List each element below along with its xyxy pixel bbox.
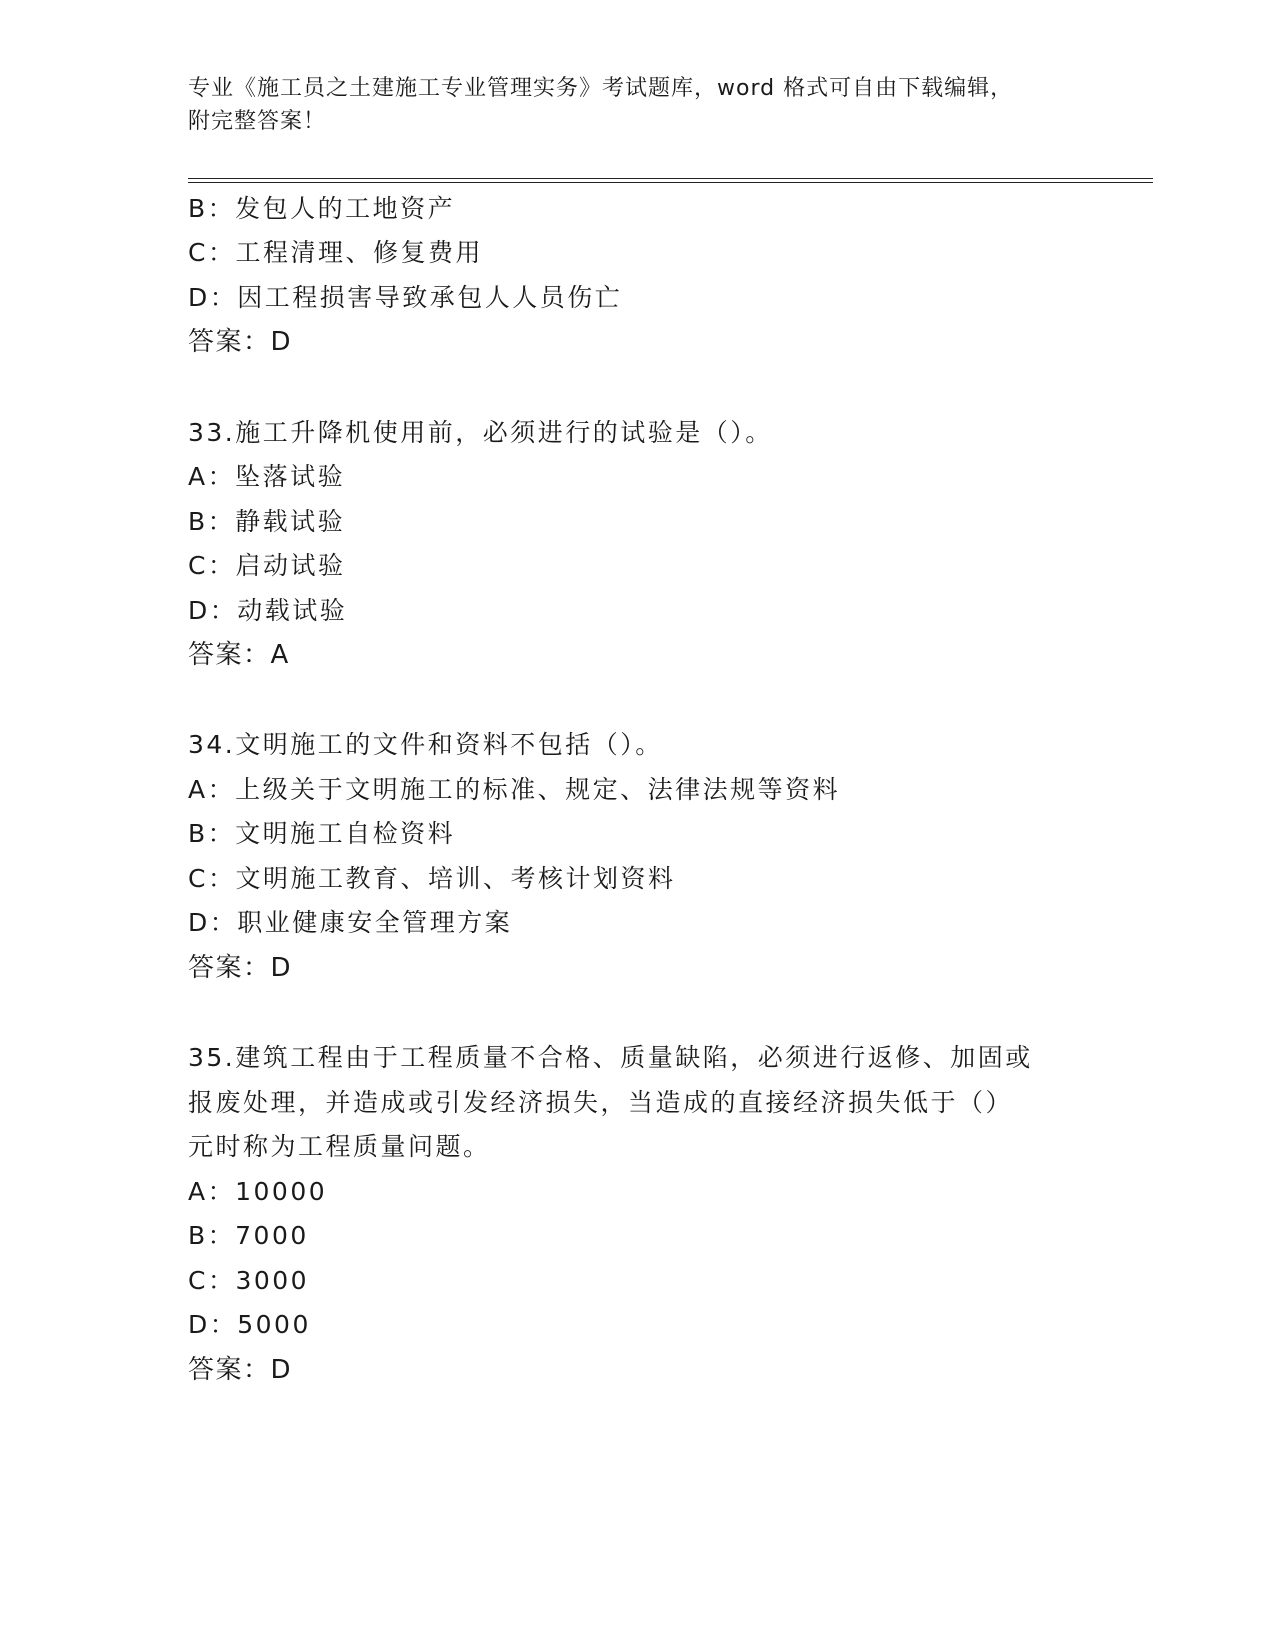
q34-stem: 34.文明施工的文件和资料不包括（）。: [188, 730, 663, 759]
q33-stem: 33.施工升降机使用前，必须进行的试验是（）。: [188, 418, 773, 447]
q33-option-d: D：动载试验: [188, 596, 348, 625]
q34-option-b: B：文明施工自检资料: [188, 819, 456, 848]
q34-option-a: A：上级关于文明施工的标准、规定、法律法规等资料: [188, 775, 841, 804]
q34-option-d: D：职业健康安全管理方案: [188, 908, 513, 937]
q33-option-a: A：坠落试验: [188, 462, 346, 491]
q33-option-c: C：启动试验: [188, 551, 346, 580]
q33-answer: 答案：A: [188, 640, 290, 670]
header-divider-bottom: [188, 182, 1153, 183]
q35-option-c: C：3000: [188, 1266, 310, 1295]
q32-option-c: C：工程清理、修复费用: [188, 238, 483, 267]
q32-option-b: B：发包人的工地资产: [188, 194, 456, 223]
q33-option-b: B：静载试验: [188, 507, 346, 536]
q35-option-a: A：10000: [188, 1177, 328, 1206]
q35-option-b: B：7000: [188, 1221, 309, 1250]
q35-stem-line-3: 元时称为工程质量问题。: [188, 1132, 491, 1161]
q35-stem-line-2: 报废处理，并造成或引发经济损失，当造成的直接经济损失低于（）: [188, 1088, 1014, 1117]
header-line-1: 专业《施工员之土建施工专业管理实务》考试题库，word 格式可自由下载编辑，: [188, 76, 1014, 101]
q32-option-d: D：因工程损害导致承包人人员伤亡: [188, 283, 623, 312]
header-line-2: 附完整答案！: [188, 109, 327, 134]
q34-option-c: C：文明施工教育、培训、考核计划资料: [188, 864, 676, 893]
q35-answer: 答案：D: [188, 1355, 293, 1385]
document-header: [188, 72, 1068, 138]
q35-stem-line-1: 35.建筑工程由于工程质量不合格、质量缺陷，必须进行返修、加固或: [188, 1043, 1033, 1072]
q34-answer: 答案：D: [188, 953, 293, 983]
q35-option-d: D：5000: [188, 1310, 311, 1339]
header-divider-top: [188, 178, 1153, 179]
q32-answer: 答案：D: [188, 327, 293, 357]
